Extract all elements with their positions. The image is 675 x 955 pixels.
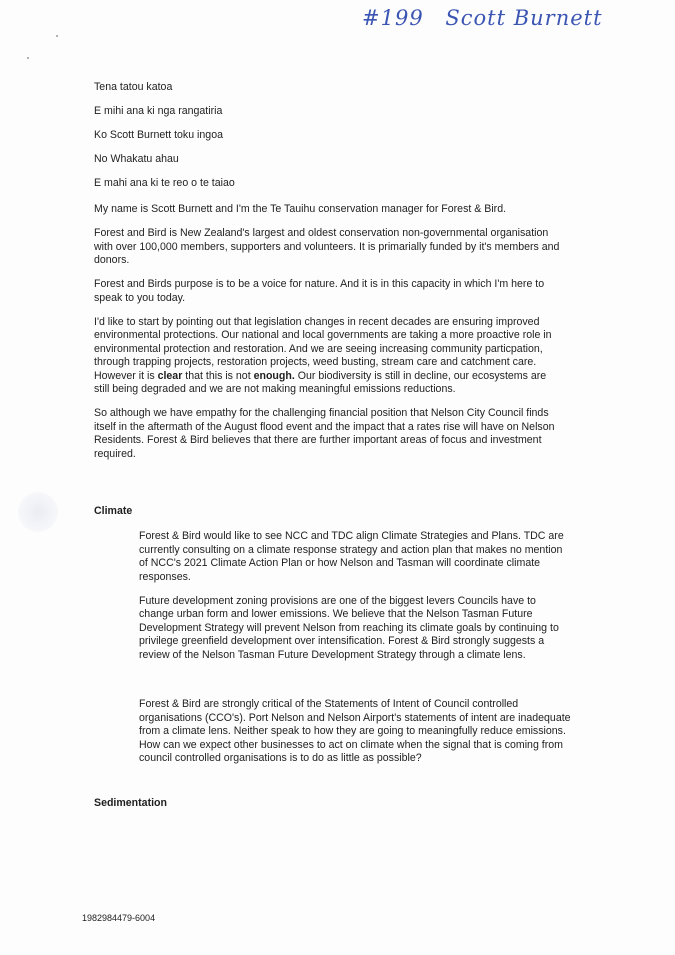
text-run: I'd like to start by pointing out that legislation changes in recent decades are ensuring improved environmental protections. Our national and local governments are taking a more proactive role in environmental protection and restoration. And we are seeing increasing community particpation, through trapping projects, restoration projects, weed busting, stream care and catchment care. However it is bbox=[94, 315, 552, 382]
cco-paragraph: Forest & Bird are strongly critical of the Statements of Intent of Council controlled organisations (CCO's). Port Nelson and Nelson Airport's statements of intent are inadequate from a climate lens. Neither speak to how they are going to meaningfully reduce emissions. How can we expect other businesses to act on climate when the signal that is coming from council controlled organisations is to do as little as possible? bbox=[139, 698, 571, 764]
bold-word: enough. bbox=[253, 369, 295, 382]
scan-smudge bbox=[18, 492, 58, 532]
climate-heading: Climate bbox=[94, 505, 133, 517]
about-paragraph: Forest and Bird is New Zealand's largest and oldest conservation non-governmental organisation with over 100,000 members, supporters and volunteers. It is primarially funded by it's members and donors. bbox=[94, 227, 560, 266]
scan-dot bbox=[56, 35, 58, 37]
greeting-line: E mihi ana ki nga rangatiria bbox=[94, 105, 223, 117]
empathy-paragraph: So although we have empathy for the challenging financial position that Nelson City Council finds itself in the aftermath of the August flood event and the impact that a rates rise will have on Nelson Residents. Forest & Bird believes that there are further important areas of focus and investment required. bbox=[94, 407, 555, 460]
submission-number: #199 bbox=[362, 6, 424, 30]
text-run: Our biodiversity is still in decline, our ecosystems are still being degraded and we are not making meaningful emissions reductions. bbox=[94, 369, 547, 395]
greeting-line: E mahi ana ki te reo o te taiao bbox=[94, 177, 235, 189]
purpose-paragraph: Forest and Birds purpose is to be a voice for nature. And it is in this capacity in which I'm here to speak to you today. bbox=[94, 278, 545, 304]
climate-section-part-2 bbox=[139, 698, 571, 776]
bold-word: clear bbox=[157, 369, 183, 382]
text-run: that this is not bbox=[182, 369, 254, 382]
climate-section-part-1 bbox=[139, 530, 571, 673]
zoning-paragraph: Future development zoning provisions are one of the biggest levers Councils have to change urban form and lower emissions. We believe that the Nelson Tasman Future Development Strategy will prevent Nelson from reaching its climate goals by continuing to privilege greenfield development over intensification. Forest & Bird strongly suggests a review of the Nelson Tasman Future Development Strategy through a climate lens. bbox=[139, 594, 559, 661]
greeting-line: Tena tatou katoa bbox=[94, 81, 173, 93]
sedimentation-heading: Sedimentation bbox=[94, 797, 167, 809]
legislation-paragraph bbox=[94, 316, 564, 397]
scan-dot bbox=[27, 57, 29, 59]
main-body bbox=[94, 81, 564, 472]
intro-paragraph: My name is Scott Burnett and I'm the Te Tauihu conservation manager for Forest & Bird. bbox=[94, 203, 507, 215]
document-id: 1982984479-6004 bbox=[82, 913, 156, 923]
handwritten-annotation bbox=[362, 6, 603, 30]
greeting-line: Ko Scott Burnett toku ingoa bbox=[94, 129, 223, 141]
climate-align-paragraph: Forest & Bird would like to see NCC and TDC align Climate Strategies and Plans. TDC are currently consulting on a climate response strategy and action plan that makes no mention of NCC's 2021 Climate Action Plan or how Nelson and Tasman will coordinate climate responses. bbox=[139, 530, 564, 583]
greeting-line: No Whakatu ahau bbox=[94, 153, 179, 165]
submitter-name: Scott Burnett bbox=[445, 6, 603, 30]
